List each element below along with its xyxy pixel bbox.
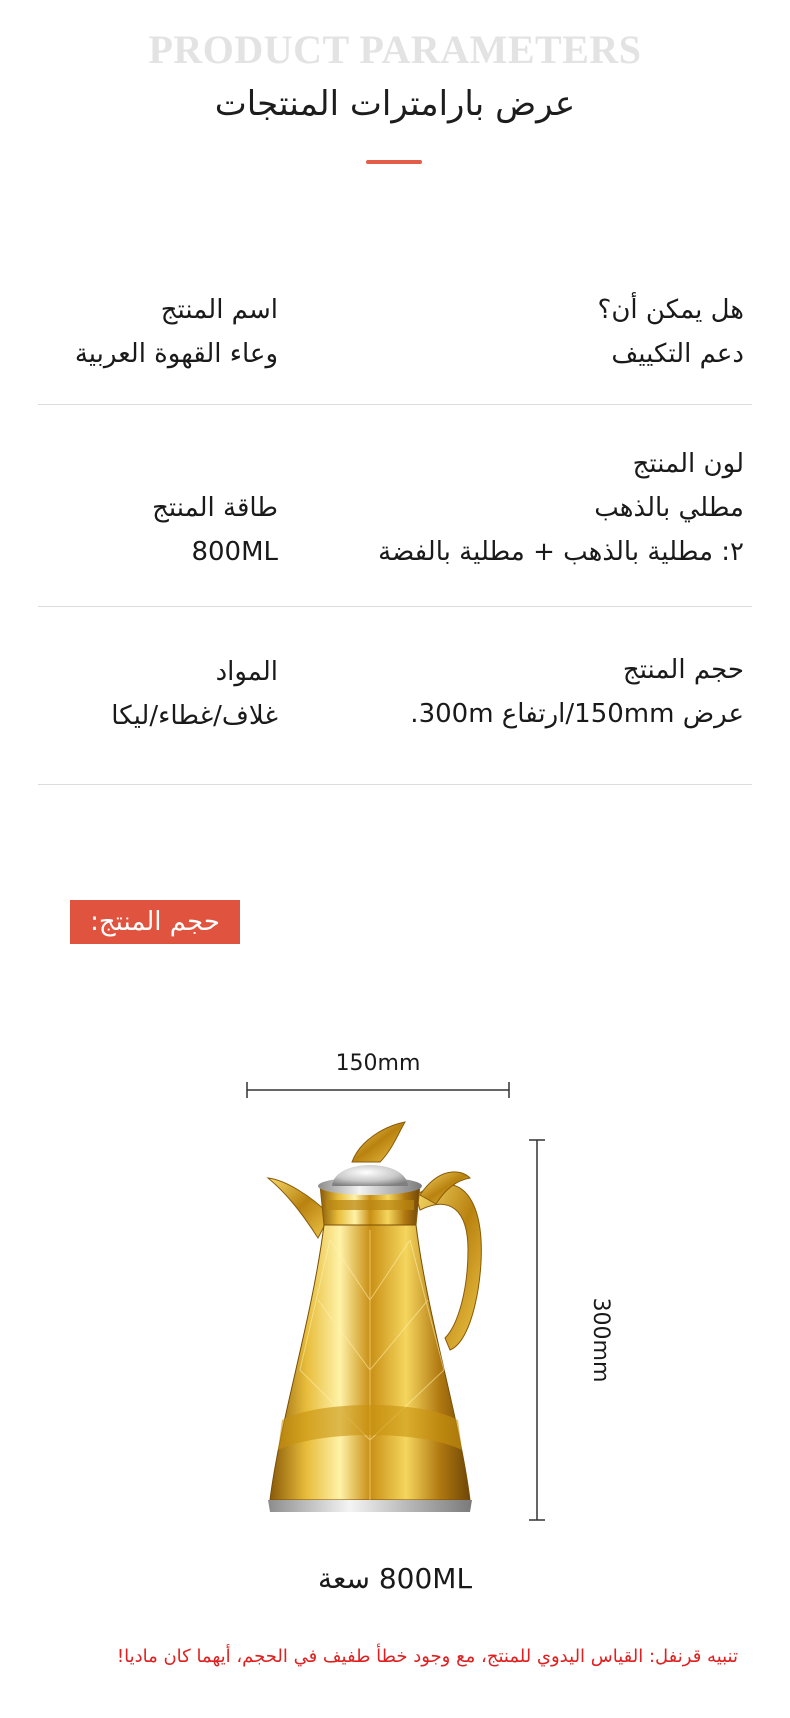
param-size-value: عرض 150mm/ارتفاع 300m. xyxy=(410,699,744,729)
param-customization-label: هل يمكن أن؟ xyxy=(597,295,744,325)
measurement-notice: تنبيه قرنفل: القياس اليدوي للمنتج، مع وجود خطأ طفيف في الحجم، أيهما كان ماديا! xyxy=(116,1646,738,1667)
param-name-value: وعاء القهوة العربية xyxy=(74,339,278,369)
param-material-value: غلاف/غطاء/ليكا xyxy=(111,701,278,731)
header-title-ar: عرض بارامترات المنتجات xyxy=(214,84,576,124)
height-dimension-line xyxy=(529,1140,545,1520)
param-color-value-2: ٢: مطلية بالذهب + مطلية بالفضة xyxy=(378,537,744,567)
header-title-en: PRODUCT PARAMETERS xyxy=(148,27,642,72)
param-color-label: لون المنتج xyxy=(632,449,744,479)
width-dimension-label: 150mm xyxy=(335,1051,421,1076)
size-section-badge: حجم المنتج: xyxy=(70,900,240,944)
param-capacity-value: 800ML xyxy=(191,537,278,567)
param-name-label: اسم المنتج xyxy=(160,295,278,325)
width-dimension-line xyxy=(247,1082,509,1098)
param-color-value-1: مطلي بالذهب xyxy=(594,493,744,523)
coffee-pot-image xyxy=(268,1122,481,1512)
height-dimension-label: 300mm xyxy=(588,1297,613,1383)
param-size-label: حجم المنتج xyxy=(622,655,744,685)
param-customization-value: دعم التكييف xyxy=(611,339,744,369)
capacity-caption: 800ML سعة xyxy=(317,1562,473,1595)
param-material-label: المواد xyxy=(215,657,278,687)
param-capacity-label: طاقة المنتج xyxy=(152,493,278,523)
